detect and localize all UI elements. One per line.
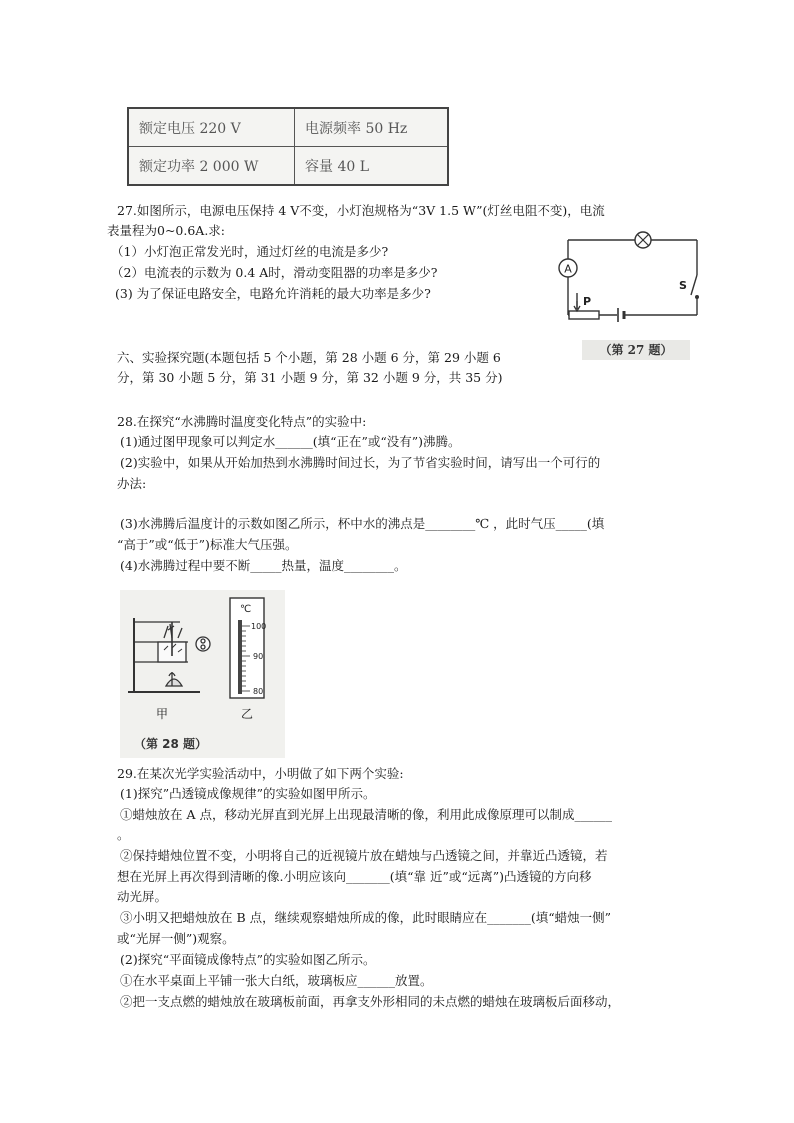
spec-row xyxy=(128,108,448,147)
spec-cell: 容量 40 L xyxy=(295,147,449,186)
tick-label: 90 xyxy=(253,652,264,661)
q29-p1c-line1: ③小明又把蜡烛放在 B 点，继续观察蜡烛所成的像，此时眼睛应在_______(填“蜡烛一侧” xyxy=(120,910,612,925)
thermometer xyxy=(230,598,266,698)
tick-label: 80 xyxy=(253,687,264,696)
q29-p1b-line2: 想在光屏上再次得到清晰的像.小明应该向_______(填“靠 近”或“远离”)凸透镜的方向移 xyxy=(117,869,592,884)
q28-part1: (1)通过图甲现象可以判定水______(填“正在”或“没有”)沸腾。 xyxy=(120,434,461,449)
figure-28-caption: （第 28 题） xyxy=(134,737,208,751)
q27-sub1: （1）小灯泡正常发光时，通过灯丝的电流是多少? xyxy=(111,244,389,259)
q29-p1a-end: 。 xyxy=(117,827,130,842)
q29-p1a: ①蜡烛放在 A 点，移动光屏直到光屏上出现最清晰的像，利用此成像原理可以制成______ xyxy=(120,807,612,822)
battery-symbol xyxy=(618,308,624,322)
label-jia: 甲 xyxy=(156,707,169,721)
q29-p1c-line2: 或“光屏一侧”)观察。 xyxy=(117,931,235,946)
thermometer-unit: ℃ xyxy=(240,604,252,615)
spec-cell: 额定电压 220 V xyxy=(128,108,295,147)
spec-table xyxy=(127,107,449,186)
slider-label: P xyxy=(583,295,592,308)
section6-line2: 分，第 30 小题 5 分，第 31 小题 9 分，第 32 小题 9 分，共 35 分) xyxy=(117,370,503,385)
lamp-symbol xyxy=(635,232,651,248)
q28-part2-line2: 办法: xyxy=(117,476,147,491)
q29-p1b-line3: 动光屏。 xyxy=(117,889,168,904)
q27-stem-line1: 27.如图所示，电源电压保持 4 V不变，小灯泡规格为“3V 1.5 W”(灯丝电阻不变)，电流 xyxy=(117,203,605,218)
q27-sub2: （2）电流表的示数为 0.4 A时，滑动变阻器的功率是多少? xyxy=(111,265,438,280)
q28-part3-line1: (3)水沸腾后温度计的示数如图乙所示，杯中水的沸点是________℃ ，此时气压_____(填 xyxy=(120,516,605,531)
q27-sub3: (3) 为了保证电路安全，电路允许消耗的最大功率是多少? xyxy=(115,286,431,301)
spec-row xyxy=(128,147,448,186)
switch-symbol xyxy=(679,275,699,299)
label-yi: 乙 xyxy=(241,707,254,721)
q29-p2: (2)探究“平面镜成像特点”的实验如图乙所示。 xyxy=(120,952,376,967)
spec-cell: 电源频率 50 Hz xyxy=(295,108,449,147)
q29-p1: (1)探究”凸透镜成像规律”的实验如图甲所示。 xyxy=(120,786,376,801)
switch-label: S xyxy=(679,279,687,292)
q27-stem-line2: 表量程为0~0.6A.求: xyxy=(107,223,226,238)
q28-part3-line2: “高于”或“低于”)标准大气压强。 xyxy=(117,537,298,552)
boiling-experiment-figure xyxy=(120,590,285,758)
q28-part2-line1: (2)实验中，如果从开始加热到水沸腾时间过长，为了节省实验时间，请写出一个可行的 xyxy=(120,455,601,470)
q29-p2a: ①在水平桌面上平铺一张大白纸，玻璃板应______放置。 xyxy=(120,973,433,988)
ammeter-symbol xyxy=(559,259,577,277)
q29-p2b: ②把一支点燃的蜡烛放在玻璃板前面，再拿支外形相同的未点燃的蜡烛在玻璃板后面移动， xyxy=(120,994,621,1009)
q28-stem: 28.在探究“水沸腾时温度变化特点”的实验中: xyxy=(117,414,367,429)
figure-27-caption: （第 27 题） xyxy=(582,340,690,360)
rheostat-symbol xyxy=(569,295,599,319)
tick-label: 100 xyxy=(251,622,267,631)
q28-part4: (4)水沸腾过程中要不断_____热量，温度________。 xyxy=(120,558,407,573)
q29-p1b-line1: ②保持蜡烛位置不变，小明将自己的近视镜片放在蜡烛与凸透镜之间，并靠近凸透镜，若 xyxy=(120,848,608,863)
q29-stem: 29.在某次光学实验活动中，小明做了如下两个实验: xyxy=(117,766,404,781)
ammeter-label: A xyxy=(564,262,572,276)
section6-line1: 六、实验探究题(本题包括 5 个小题，第 28 小题 6 分，第 29 小题 6 xyxy=(117,350,501,365)
spec-cell: 额定功率 2 000 W xyxy=(128,147,295,186)
